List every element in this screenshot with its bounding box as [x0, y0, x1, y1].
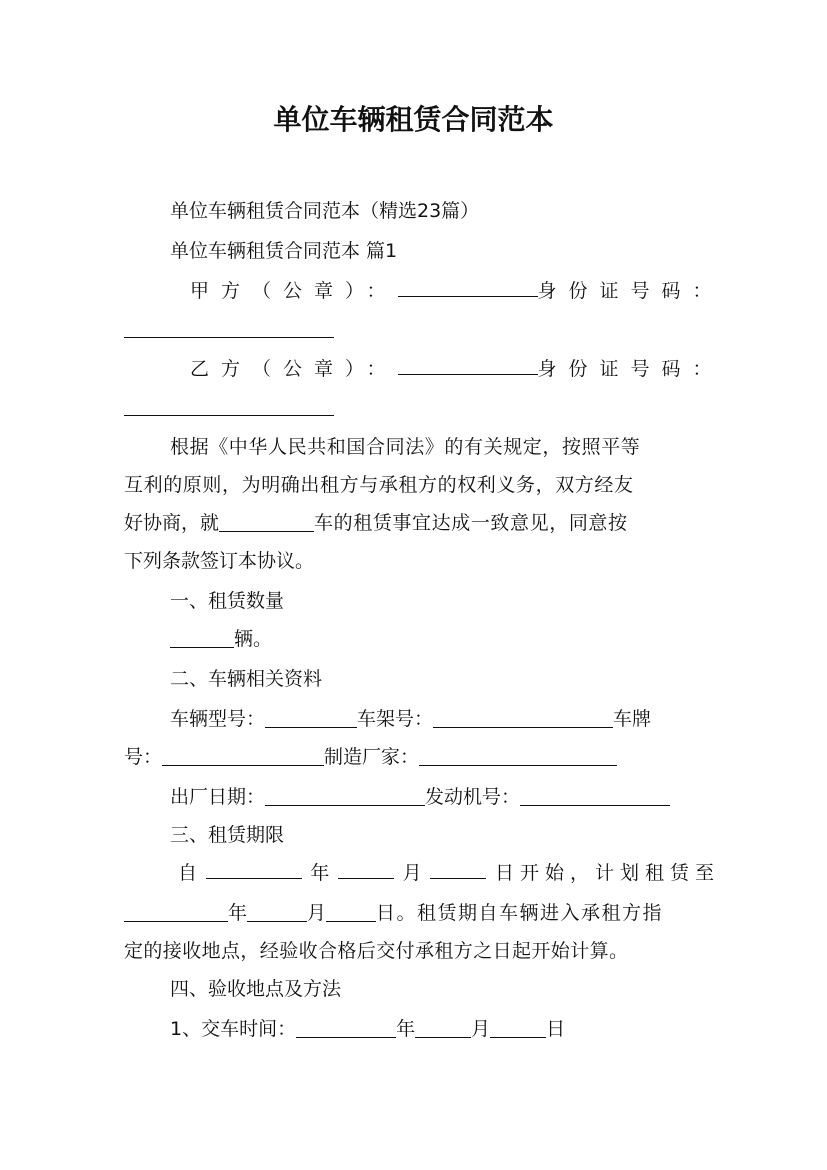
model-frame-row	[124, 702, 714, 736]
heading-lease-term: 三、租赁期限	[170, 824, 285, 846]
heading-inspection: 四、验收地点及方法	[170, 978, 342, 1000]
start-year-blank	[206, 856, 302, 879]
party-b-label: 乙方（公章）：	[190, 358, 398, 380]
handover-day-blank	[490, 1015, 546, 1038]
quantity-unit: 辆。	[234, 628, 273, 650]
party-b-row	[124, 352, 724, 386]
intro-line-3-start: 好协商，就	[124, 512, 220, 534]
start-month-label: 月	[402, 862, 422, 884]
end-day-blank	[326, 899, 376, 922]
start-year-label: 年	[310, 862, 330, 884]
plate-label-start: 车牌	[613, 708, 652, 730]
vehicle-blank	[219, 509, 314, 532]
id-number-label-a: 身份证号码：	[537, 280, 724, 302]
handover-label: 1、交车时间：	[170, 1018, 297, 1040]
end-year-label: 年	[228, 902, 248, 924]
id-number-label-b: 身份证号码：	[537, 358, 724, 380]
party-a-label: 甲方（公章）：	[190, 280, 398, 302]
plate-blank	[162, 743, 324, 766]
term-from: 自	[178, 862, 198, 884]
party-a-blank	[398, 274, 538, 297]
maker-label: 制造厂家：	[324, 746, 420, 768]
frame-blank	[433, 705, 613, 728]
term-row-3: 定的接收地点，经验收合格后交付承租方之日起开始计算。	[124, 940, 629, 962]
model-label: 车辆型号：	[170, 708, 266, 730]
party-b-id-blank	[124, 393, 334, 416]
handover-day-label: 日	[546, 1018, 566, 1040]
handover-year-label: 年	[396, 1018, 416, 1040]
end-year-blank	[124, 899, 228, 922]
intro-line-2: 互利的原则，为明确出租方与承租方的权利义务，双方经友	[124, 474, 634, 496]
term-row-1	[124, 856, 720, 890]
engine-blank	[520, 783, 670, 806]
party-b-id-row	[124, 390, 714, 424]
quantity-blank	[170, 625, 234, 648]
handover-month-blank	[415, 1015, 471, 1038]
heading-vehicle-info: 二、车辆相关资料	[170, 668, 323, 690]
frame-label: 车架号：	[357, 708, 434, 730]
end-day-label: 日。租赁期自车辆进入承租方指	[376, 902, 664, 924]
date-label: 出厂日期：	[170, 786, 266, 808]
date-engine-row	[124, 780, 714, 814]
handover-row	[124, 1012, 714, 1046]
heading-quantity: 一、租赁数量	[170, 590, 285, 612]
document-title: 单位车辆租赁合同范本	[273, 103, 554, 136]
party-b-blank	[398, 352, 538, 375]
section-heading: 单位车辆租赁合同范本 篇1	[170, 240, 398, 262]
intro-line-1: 根据《中华人民共和国合同法》的有关规定，按照平等	[170, 436, 641, 458]
subtitle: 单位车辆租赁合同范本（精选23篇）	[170, 200, 480, 222]
model-blank	[265, 705, 357, 728]
start-month-blank	[338, 856, 394, 879]
intro-line-3-end: 车的租赁事宜达成一致意见，同意按	[314, 512, 628, 534]
start-day-blank	[430, 856, 486, 879]
engine-label: 发动机号：	[425, 786, 521, 808]
intro-line-3	[124, 506, 714, 540]
party-a-row	[124, 274, 724, 308]
plate-maker-row	[124, 740, 714, 774]
quantity-row	[124, 622, 714, 656]
end-month-label: 月	[307, 902, 327, 924]
handover-month-label: 月	[471, 1018, 491, 1040]
maker-blank	[419, 743, 617, 766]
end-month-blank	[247, 899, 307, 922]
party-a-id-blank	[124, 315, 334, 338]
party-a-id-row	[124, 312, 714, 346]
start-day-label: 日开始，计划租赁至	[494, 862, 720, 884]
handover-year-blank	[296, 1015, 396, 1038]
intro-line-4: 下列条款签订本协议。	[124, 550, 315, 572]
term-row-2	[124, 896, 714, 930]
plate-label-end: 号：	[124, 746, 163, 768]
date-blank	[265, 783, 425, 806]
